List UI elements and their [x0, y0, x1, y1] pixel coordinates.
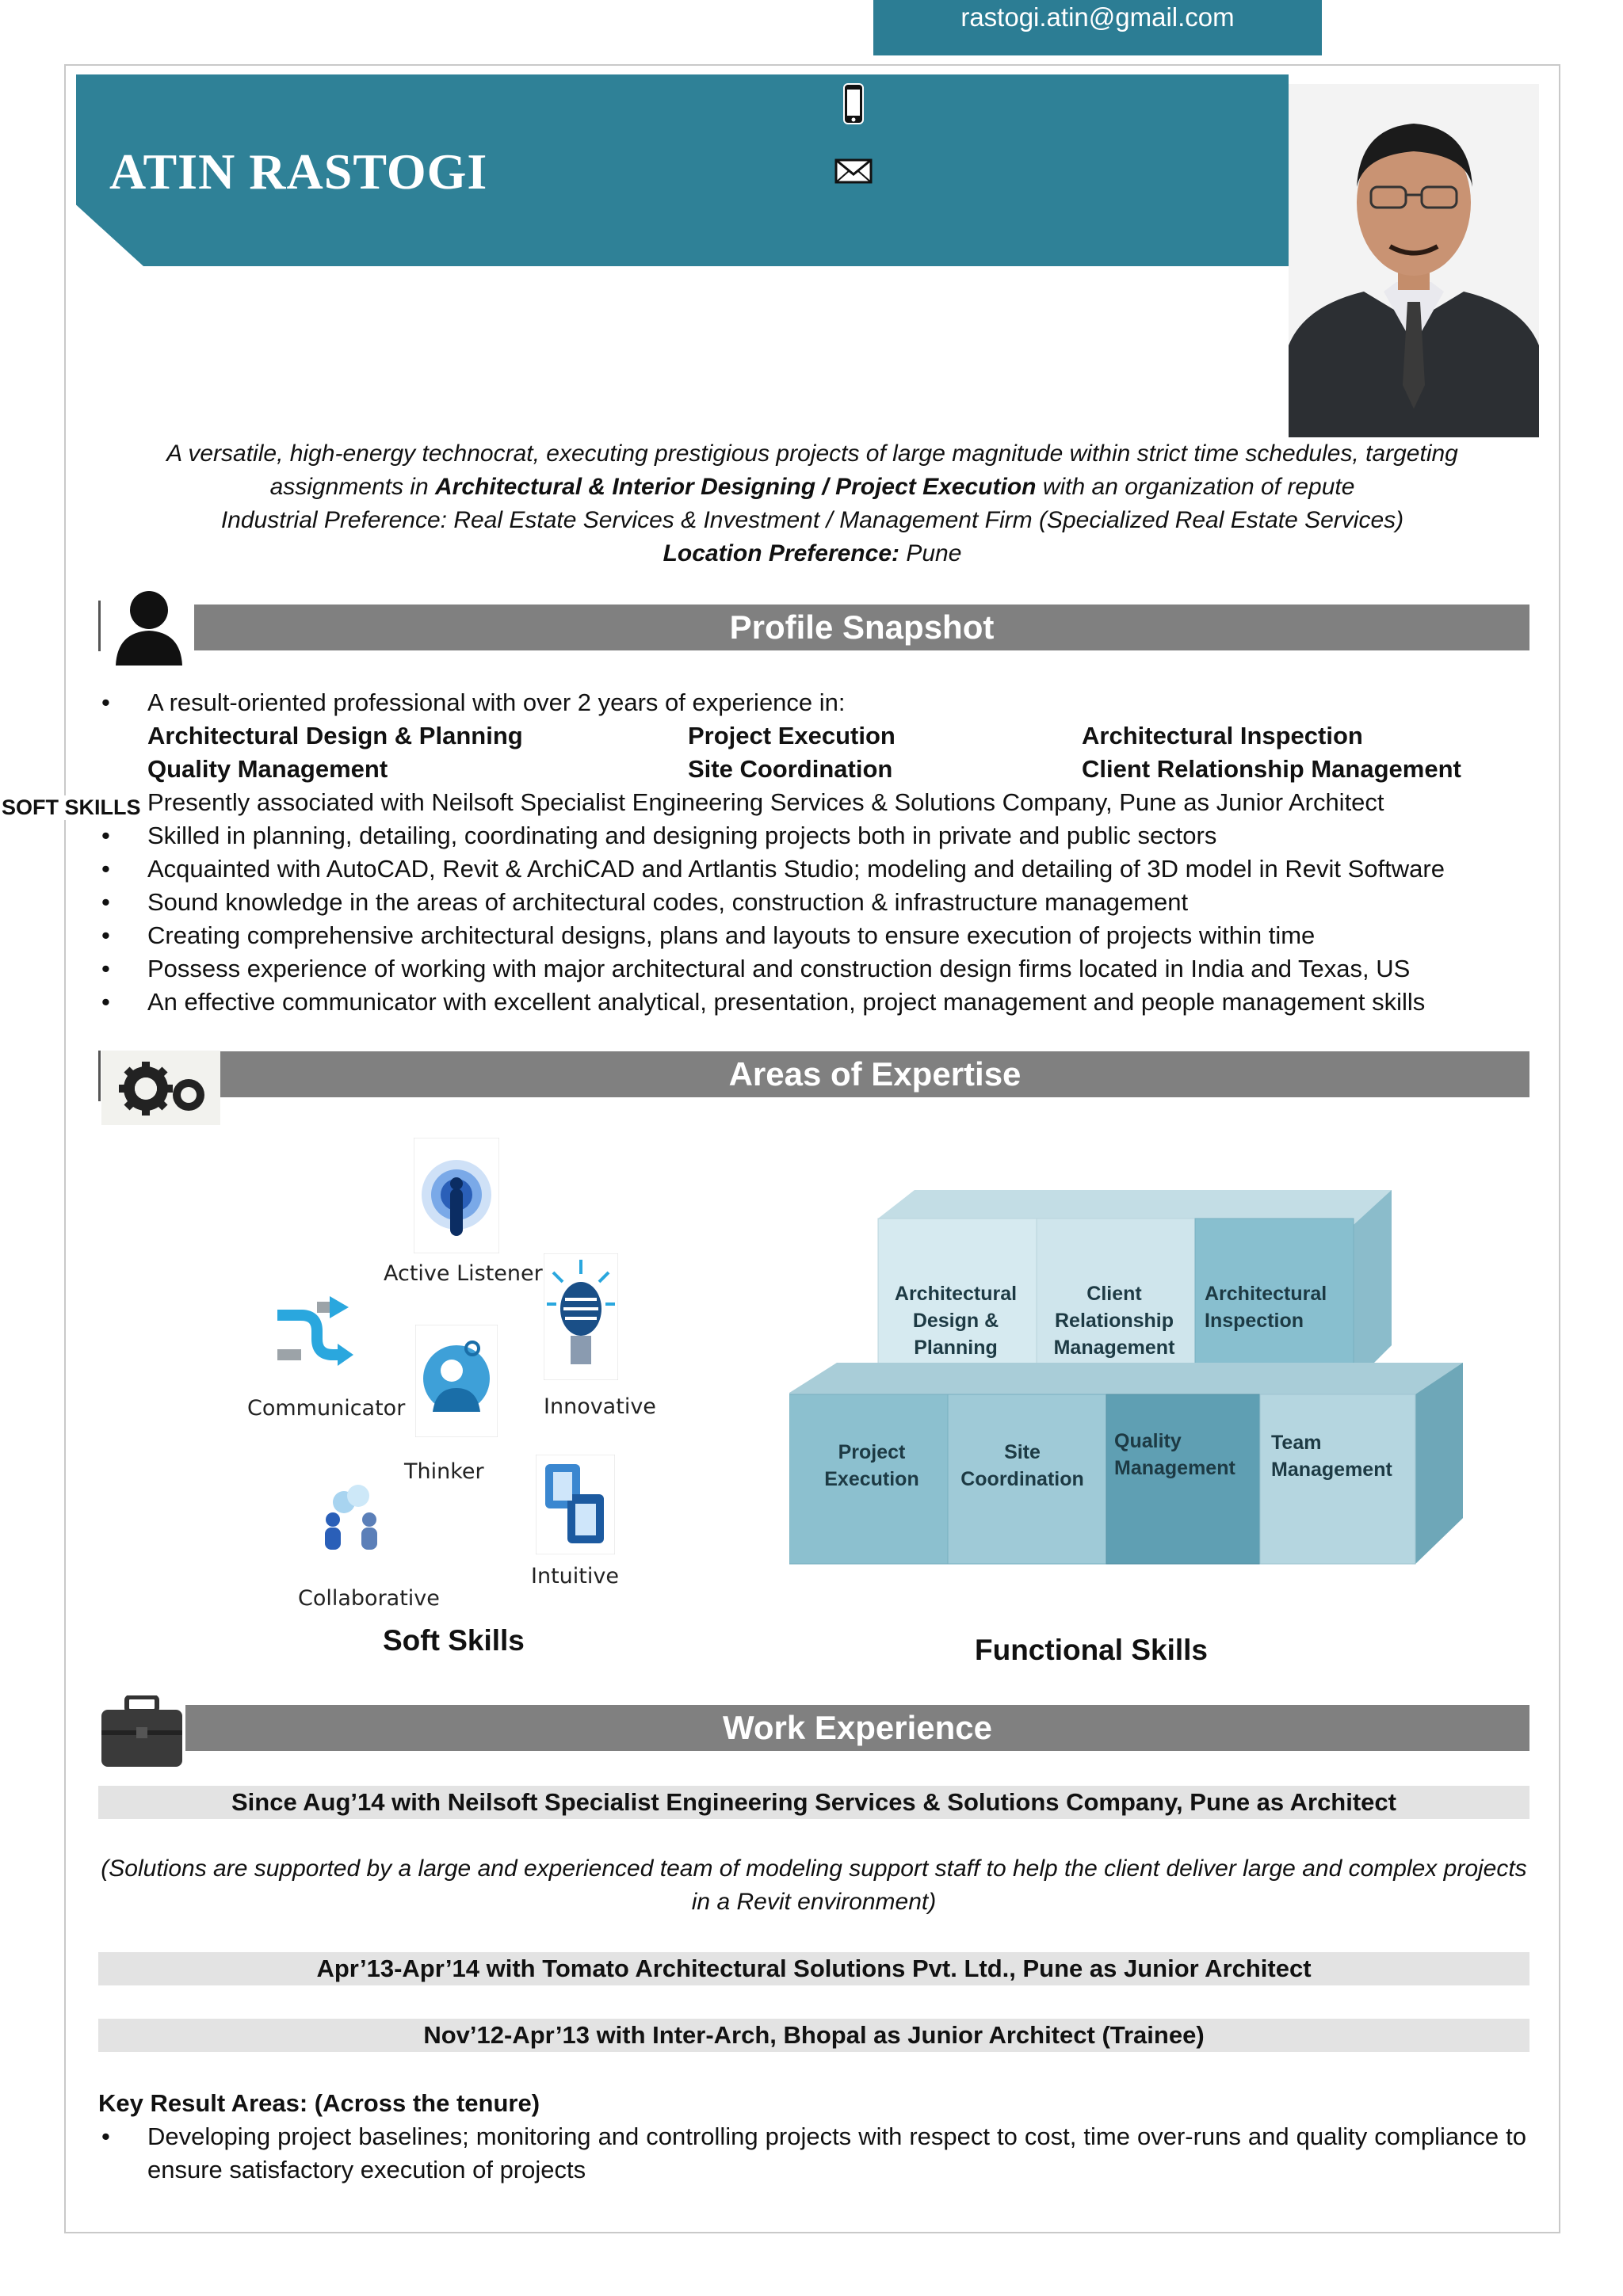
functional-skill-label: Site Coordination [960, 1441, 1084, 1490]
soft-skill-label: Active Listener [384, 1261, 543, 1286]
job-description: (Solutions are supported by a large and experienced team of modeling support staff to help the client deliver large and complex projects in a Revit environment) [101, 1855, 1527, 1915]
profile-intro-item [101, 686, 1542, 719]
summary-line-2 [111, 471, 1514, 504]
skill-6: Client Relationship Management [1082, 755, 1461, 783]
skill-5: Site Coordination [688, 755, 893, 783]
profile-bullet-text: Sound knowledge in the areas of architectural codes, construction & infrastructure management [147, 888, 1189, 916]
soft-skill-label: Communicator [247, 1396, 406, 1421]
skill-4: Quality Management [147, 755, 388, 783]
bullet-icon: • [101, 855, 110, 883]
skill-1: Architectural Design & Planning [147, 722, 523, 749]
areas-of-expertise-title: Areas of Expertise [220, 1051, 1529, 1097]
profile-bullet [101, 886, 1542, 919]
functional-skill-label: Client Relationship Management [1053, 1283, 1175, 1359]
profile-bullet-text: Skilled in planning, detailing, coordinating and designing projects both in private and public sectors [147, 822, 1217, 849]
profile-bullet-text: An effective communicator with excellent analytical, presentation, project management and people management skills [147, 988, 1426, 1016]
job-entry-tomato: Apr’13-Apr’14 with Tomato Architectural Solutions Pvt. Ltd., Pune as Junior Architect [98, 1952, 1529, 1985]
profile-bullet [101, 919, 1542, 952]
functional-skill-label: Architectural Design & Planning [894, 1283, 1018, 1359]
kra-bullet [101, 2120, 1526, 2187]
location-label: Location Preference: [663, 540, 899, 566]
mobile-phone-icon [834, 82, 873, 127]
profile-bullet [101, 952, 1542, 986]
work-experience-title: Work Experience [185, 1705, 1529, 1751]
summary-line-1: A versatile, high-energy technocrat, executing prestigious projects of large magnitude within strict time schedules, targeting [166, 441, 1458, 467]
section-divider [98, 1051, 101, 1101]
bullet-icon: • [101, 688, 110, 716]
summary-line-2-pre: assignments in [269, 474, 435, 500]
profile-bullet [101, 852, 1542, 886]
section-divider [98, 601, 101, 651]
bullet-icon: • [101, 921, 110, 949]
skill-2: Project Execution [688, 722, 896, 749]
thinker-icon [415, 1325, 498, 1437]
profile-bullet [101, 986, 1542, 1019]
soft-skill-label: Thinker [404, 1459, 484, 1484]
person-icon [111, 586, 187, 666]
summary-target-role: Architectural & Interior Designing / Project Execution [435, 474, 1037, 500]
envelope-icon [834, 147, 873, 192]
job-entry-interarch: Nov’12-Apr’13 with Inter-Arch, Bhopal as Junior Architect (Trainee) [98, 2019, 1529, 2052]
soft-skills-label: SOFT SKILLS [2, 795, 141, 819]
profile-photo [1289, 84, 1539, 437]
soft-skill-label: Intuitive [531, 1564, 619, 1589]
innovative-bulb-icon [544, 1253, 618, 1380]
profile-bullet-text: Presently associated with Neilsoft Specialist Engineering Services & Solutions Company, Pune as Junior Architect [147, 788, 1384, 816]
bullet-icon: • [101, 988, 110, 1016]
functional-skill-label: Project Execution [824, 1441, 919, 1490]
gears-icon [101, 1051, 220, 1125]
functional-skills-caption: Functional Skills [975, 1634, 1208, 1666]
intuitive-icon [536, 1455, 615, 1554]
email-tab[interactable] [873, 0, 1322, 55]
candidate-name: ATIN RASTOGI [109, 143, 488, 200]
functional-skill-label: Team Management [1271, 1432, 1392, 1481]
bullet-icon: • [101, 955, 110, 982]
profile-bullet [101, 819, 1542, 852]
bullet-icon: • [101, 822, 110, 849]
summary-line-4 [111, 537, 1514, 570]
location-value: Pune [899, 540, 962, 566]
bullet-icon: • [101, 888, 110, 916]
briefcase-icon [98, 1695, 185, 1768]
kra-heading: Key Result Areas: (Across the tenure) [98, 2089, 540, 2117]
active-listener-icon [414, 1138, 499, 1253]
profile-bullet-text: Creating comprehensive architectural designs, plans and layouts to ensure execution of projects within time [147, 921, 1316, 949]
summary-line-3: Industrial Preference: Real Estate Services & Investment / Management Firm (Specialized Real Estate Services) [220, 507, 1404, 533]
kra-text: Developing project baselines; monitoring and controlling projects with respect to cost, time over-runs and quality compliance to ensure satisfactory execution of projects [147, 2122, 1526, 2183]
email-text[interactable]: rastogi.atin@gmail.com [960, 2, 1235, 32]
bullet-icon: • [101, 2122, 110, 2150]
profile-bullet [147, 786, 1542, 819]
job-entry-neilsoft: Since Aug’14 with Neilsoft Specialist Engineering Services & Solutions Company, Pune as Architect [98, 1786, 1529, 1819]
functional-skill-label: Architectural Inspection [1205, 1283, 1327, 1332]
profile-snapshot-title: Profile Snapshot [194, 605, 1529, 650]
soft-skill-label: Innovative [544, 1394, 656, 1419]
summary-line-2-post: with an organization of repute [1036, 474, 1355, 500]
functional-skill-label: Quality Management [1114, 1430, 1235, 1479]
profile-bullet-text: Possess experience of working with major architectural and construction design firms located in India and Texas, US [147, 955, 1411, 982]
soft-skill-label: Collaborative [298, 1586, 440, 1611]
functional-skills-puzzle [789, 1187, 1465, 1569]
profile-intro-text: A result-oriented professional with over 2 years of experience in: [147, 688, 846, 716]
communicator-icon [269, 1276, 357, 1379]
profile-bullet-text: Acquainted with AutoCAD, Revit & ArchiCAD and Artlantis Studio; modeling and detailing of 3D model in Revit Software [147, 855, 1445, 883]
skill-3: Architectural Inspection [1082, 722, 1363, 749]
soft-skills-caption: Soft Skills [383, 1624, 525, 1657]
collaborative-people-icon [311, 1474, 390, 1553]
